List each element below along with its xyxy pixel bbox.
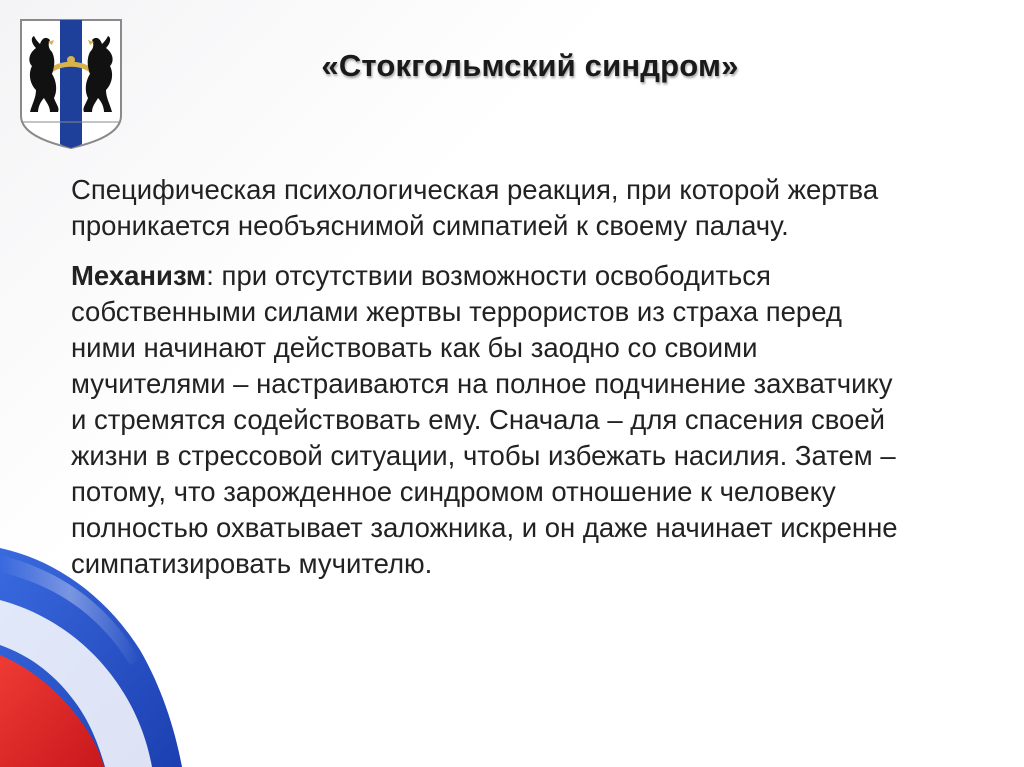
mechanism-term: Механизм — [71, 260, 207, 291]
shield-blue-pale — [60, 20, 82, 148]
mechanism-text: : при отсутствии возможности освободиться собственными силами жертвы террористов из страха перед ними начинают действовать как бы заодно со своими мучителями – настраиваются на полное подчинение захватчику и стремятся содействовать ему. Сначала – для спасения своей жизни в стрессовой ситуации, чтобы избежать насилия. Затем – потому, что зарожденное синдромом отношение к человеку полностью охватывает заложника, и он даже начинает искренне симпатизировать мучителю. — [71, 260, 898, 579]
mechanism-paragraph — [71, 258, 911, 582]
slide-title: «Стокгольмский синдром» — [321, 48, 739, 83]
definition-text: Специфическая психологическая реакция, при которой жертва проникается необъяснимой симпатией к своему палачу. — [71, 174, 879, 241]
slide-body — [71, 172, 911, 582]
definition-paragraph — [71, 172, 911, 244]
gold-dot — [67, 56, 75, 64]
city-coat-of-arms-icon — [18, 18, 124, 150]
